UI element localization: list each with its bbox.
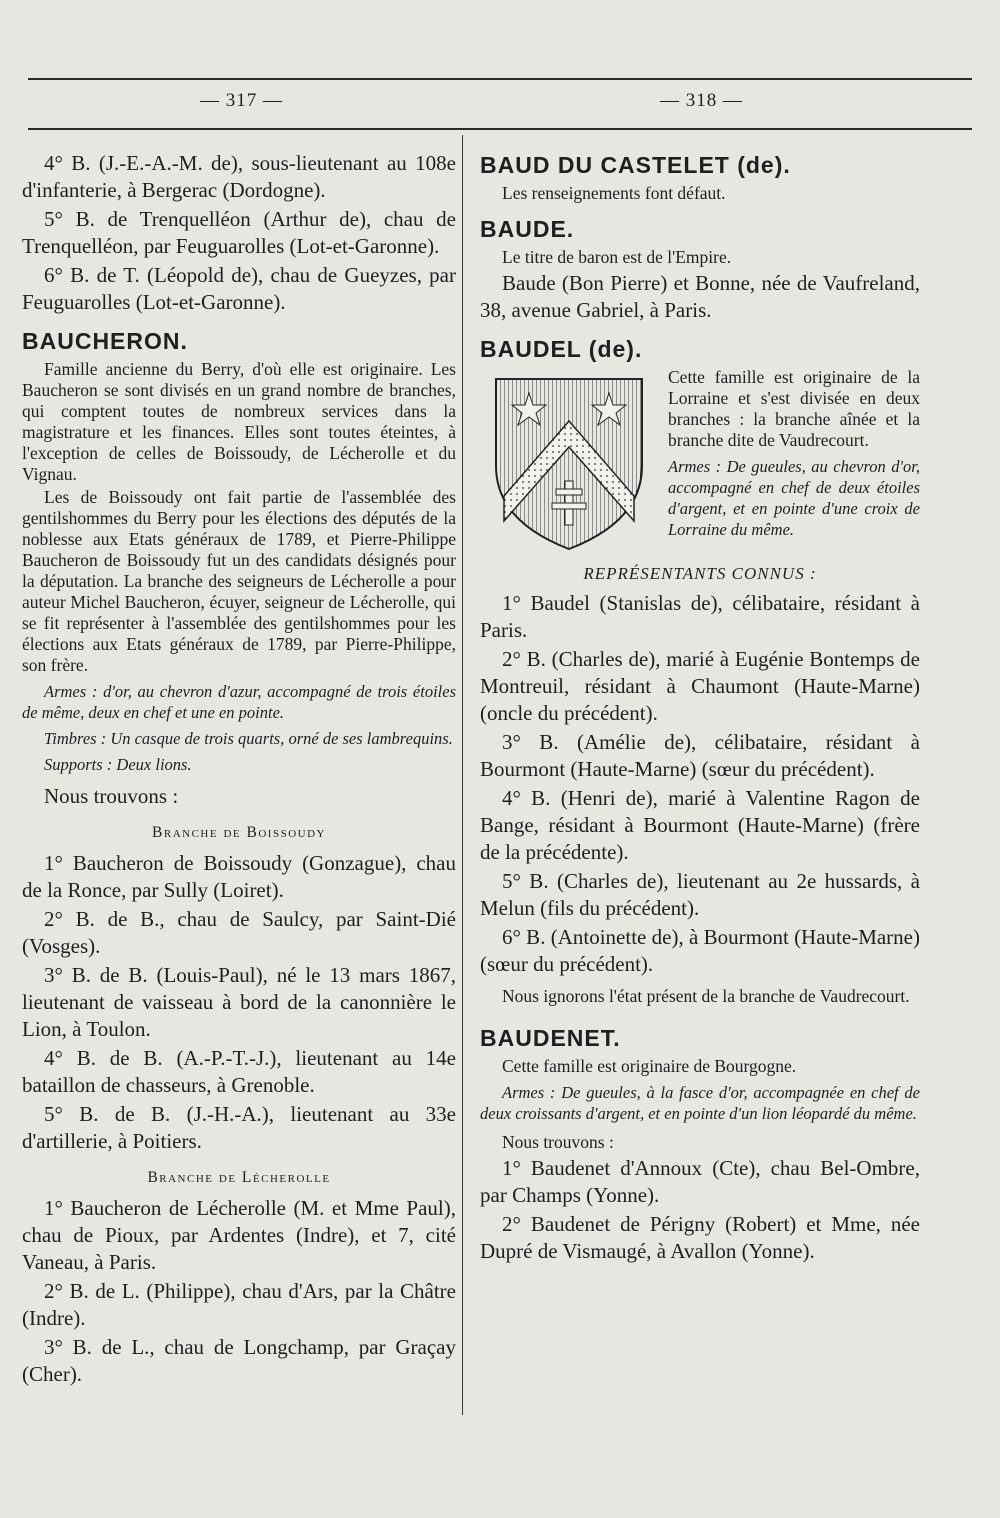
heading-baucheron: BAUCHERON.	[22, 328, 188, 354]
baudel-5: 5° B. (Charles de), lieutenant au 2e hussards, à Melun (fils du précédent).	[480, 869, 920, 920]
page-number-left: — 317 —	[200, 90, 283, 111]
heading-baudenet: BAUDENET.	[480, 1025, 621, 1051]
entry-5-trenquelleon: 5° B. de Trenquelléon (Arthur de), chau de Trenquelléon, par Feuguarolles (Lot-et-Garonne).	[22, 207, 456, 258]
baucheron-text-2: Les de Boissoudy ont fait partie de l'assemblée des gentilshommes du Berry pour les élections des députés de la noblesse aux Etats généraux de 1789, et Pierre-Philippe Baucheron de Boissoudy fut un des candidats désignés pour la députation. La branche des seigneurs de Lécherolle a pour auteur Michel Baucheron, écuyer, seigneur de Lécherolle, qui se fit représenter à l'assemblée des gentilshommes pour les élections aux Etats généraux de 1789, par Pierre-Philippe, son frère.	[22, 487, 456, 675]
baucheron-armes: Armes : d'or, au chevron d'azur, accompagné de trois étoiles de même, deux en chef et une en pointe.	[22, 682, 456, 722]
entry-6-trenquelleon: 6° B. de T. (Léopold de), chau de Gueyzes, par Feuguarolles (Lot-et-Garonne).	[22, 263, 456, 314]
baudenet-text: Cette famille est originaire de Bourgogne.	[502, 1056, 797, 1076]
right-column	[480, 150, 920, 1267]
entry-4-trenquelleon: 4° B. (J.-E.-A.-M. de), sous-lieutenant au 108e d'infanterie, à Bergerac (Dordogne).	[22, 151, 456, 202]
column-divider	[462, 135, 463, 1415]
baucheron-timbres: Timbres : Un casque de trois quarts, orné de ses lambrequins.	[44, 729, 453, 748]
baudenet-1: 1° Baudenet d'Annoux (Cte), chau Bel-Ombre, par Champs (Yonne).	[480, 1156, 920, 1207]
baudel-armes: Armes : De gueules, au chevron d'or, accompagné en chef de deux étoiles d'argent, et en pointe d'une croix de Lorraine du même.	[668, 457, 920, 539]
baudenet-armes: Armes : De gueules, à la fasce d'or, accompagnée en chef de deux croissants d'argent, et en pointe d'un lion léopardé du même.	[480, 1083, 920, 1123]
baudenet-2: 2° Baudenet de Périgny (Robert) et Mme, née Dupré de Vismaugé, à Avallon (Yonne).	[480, 1212, 920, 1263]
branch-boissoudy: Branche de Boissoudy	[152, 824, 326, 841]
representants-heading: REPRÉSENTANTS CONNUS :	[583, 564, 817, 583]
boissoudy-4: 4° B. de B. (A.-P.-T.-J.), lieutenant au 14e bataillon de chasseurs, à Grenoble.	[22, 1046, 456, 1097]
header-underline	[28, 128, 972, 130]
baude-text: Le titre de baron est de l'Empire.	[502, 247, 732, 267]
left-column	[22, 150, 456, 1390]
baude-entry: Baude (Bon Pierre) et Bonne, née de Vaufreland, 38, avenue Gabriel, à Paris.	[480, 271, 920, 322]
baudel-2: 2° B. (Charles de), marié à Eugénie Bontemps de Montreuil, résidant à Chaumont (Haute-Marne) (oncle du précédent).	[480, 647, 920, 725]
heading-baude: BAUDE.	[480, 216, 575, 242]
baudel-1: 1° Baudel (Stanislas de), célibataire, résidant à Paris.	[480, 591, 920, 642]
page-number-right: — 318 —	[660, 90, 743, 111]
coat-of-arms-icon	[484, 371, 654, 556]
nous-trouvons-right: Nous trouvons :	[502, 1132, 614, 1152]
castelet-text: Les renseignements font défaut.	[502, 183, 726, 203]
boissoudy-3: 3° B. de B. (Louis-Paul), né le 13 mars 1867, lieutenant de vaisseau à bord de la canonnière le Lion, à Toulon.	[22, 963, 456, 1041]
lecherolle-2: 2° B. de L. (Philippe), chau d'Ars, par la Châtre (Indre).	[22, 1279, 456, 1330]
heading-baud-du-castelet: BAUD DU CASTELET (de).	[480, 152, 791, 178]
heading-baudel: BAUDEL (de).	[480, 336, 643, 362]
baucheron-supports: Supports : Deux lions.	[44, 755, 192, 774]
boissoudy-1: 1° Baucheron de Boissoudy (Gonzague), chau de la Ronce, par Sully (Loiret).	[22, 851, 456, 902]
branch-lecherolle: Branche de Lécherolle	[147, 1169, 331, 1186]
baucheron-text-1: Famille ancienne du Berry, d'où elle est originaire. Les Baucheron se sont divisés en un grand nombre de branches, qui comptent toutes de nombreux services dans la magistrature et les finances. Elles sont toutes éteintes, à l'exception de celles de Boissoudy, de Lécherolle et du Vignau.	[22, 359, 456, 484]
baudel-6: 6° B. (Antoinette de), à Bourmont (Haute-Marne) (sœur du précédent).	[480, 925, 920, 976]
boissoudy-5: 5° B. de B. (J.-H.-A.), lieutenant au 33e d'artillerie, à Poitiers.	[22, 1102, 456, 1153]
vaudrecourt-note: Nous ignorons l'état présent de la branche de Vaudrecourt.	[502, 986, 910, 1006]
nous-trouvons-left: Nous trouvons :	[44, 784, 179, 808]
boissoudy-2: 2° B. de B., chau de Saulcy, par Saint-Dié (Vosges).	[22, 907, 456, 958]
header-rule	[28, 78, 972, 80]
baudel-4: 4° B. (Henri de), marié à Valentine Ragon de Bange, résidant à Bourmont (Haute-Marne) (frère de la précédente).	[480, 786, 920, 864]
lecherolle-3: 3° B. de L., chau de Longchamp, par Graçay (Cher).	[22, 1335, 456, 1386]
lecherolle-1: 1° Baucheron de Lécherolle (M. et Mme Paul), chau de Pioux, par Ardentes (Indre), et 7, cité Vaneau, à Paris.	[22, 1196, 456, 1274]
baudel-text: Cette famille est originaire de la Lorraine et s'est divisée en deux branches : la branche aînée et la branche dite de Vaudrecourt.	[668, 367, 920, 450]
baudel-3: 3° B. (Amélie de), célibataire, résidant à Bourmont (Haute-Marne) (sœur du précédent).	[480, 730, 920, 781]
